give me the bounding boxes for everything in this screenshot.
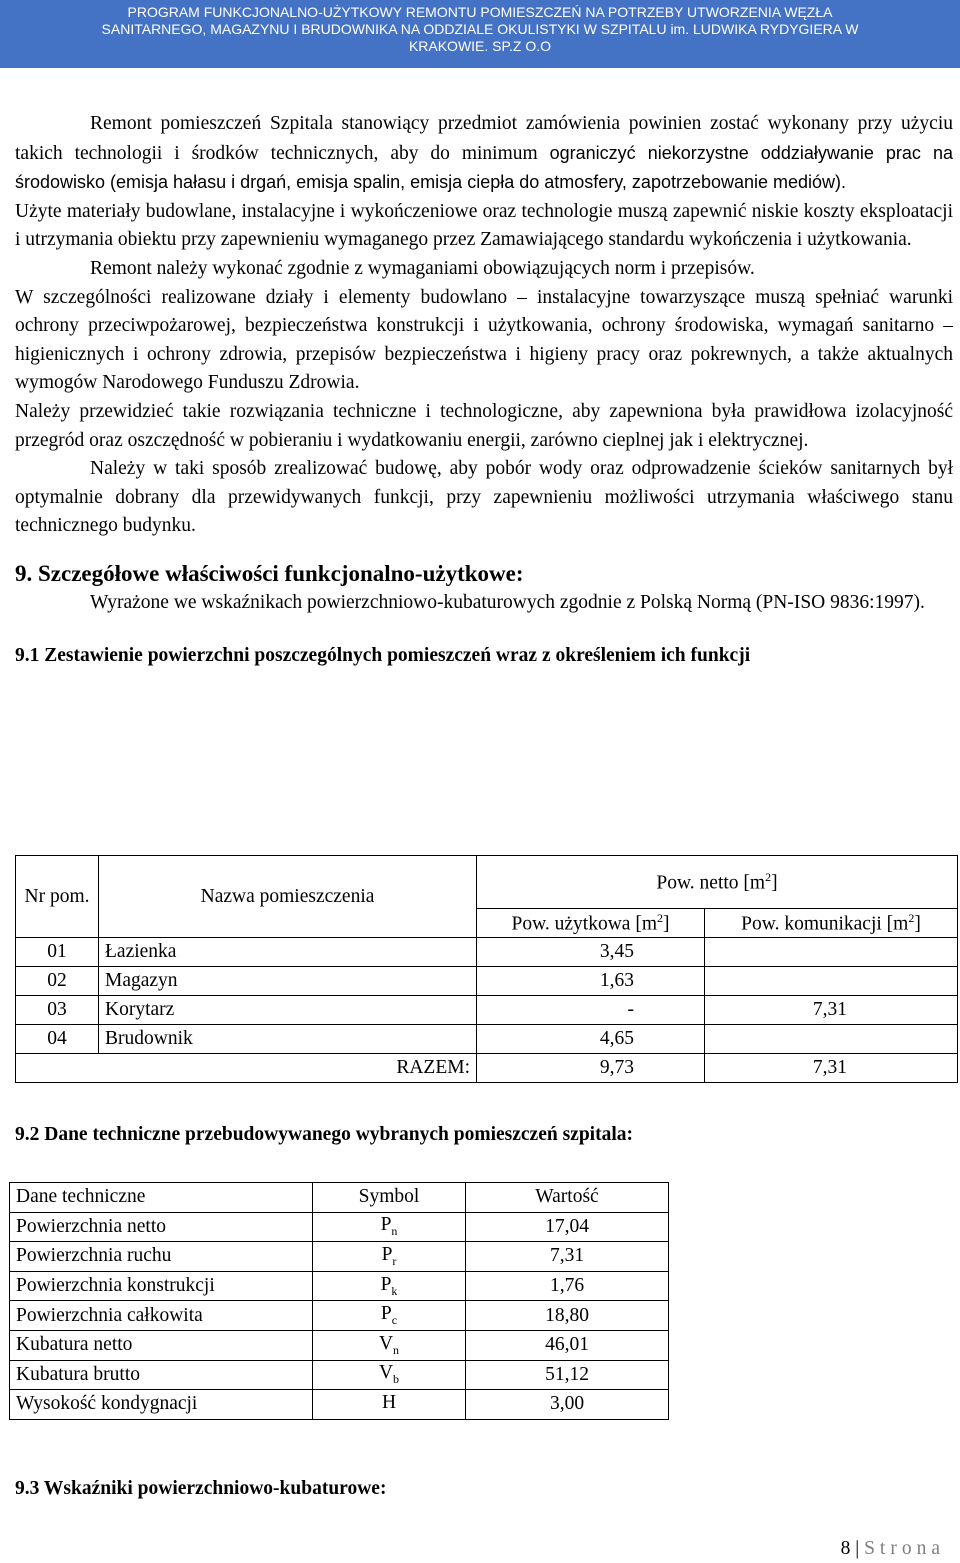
paragraph-6: Należy w taki sposób zrealizować budowę, aby pobór wody oraz odprowadzenie ścieków sanitarnych był optymalnie dobrany dla przewidywanych funkcji, przy zapewnieniu możliwości utrzymania właściwego stanu technicznego budynku. <box>15 458 953 537</box>
paragraph-1 <box>15 110 953 198</box>
page-header <box>0 0 960 68</box>
header-netto: Pow. netto $[m^2]$ <box>477 856 958 909</box>
technical-data-table <box>9 1182 669 1420</box>
room-area-table <box>15 855 958 1083</box>
table-row: 03 Korytarz - 7,31 <box>16 996 958 1025</box>
footer-separator: | <box>850 1538 865 1559</box>
section-9-title: 9. Szczegółowe właściwości funkcjonalno-użytkowe: <box>15 560 524 586</box>
paragraph-1-sans: ograniczyć niekorzystne oddziaływanie prac na środowisko (emisja hałasu i drgań, emisja spalin, emisja ciepła do atmosfery, zapotrzebowanie mediów). <box>15 142 954 193</box>
header-symbol: Symbol <box>313 1183 466 1213</box>
section-9-intro: Wyrażone we wskaźnikach powierzchniowo-kubaturowych zgodnie z Polską Normą (PN-ISO 9836:1997). <box>90 591 925 613</box>
paragraph-4: W szczególności realizowane działy i elementy budowlano – instalacyjne towarzyszące muszą spełniać warunki ochrony przeciwpożarowej, bezpieczeństwa konstrukcji i użytkowania, ochrony środowiska, wymagań sanitarno – higienicznych i ochrony zdrowia, przepisów bezpieczeństwa i higieny pracy oraz pokrewnych, a także aktualnych wymogów Narodowego Funduszu Zdrowia. <box>15 286 953 394</box>
section-9-1-title: 9.1 Zestawienie powierzchni poszczególnych pomieszczeń wraz z określeniem ich funkcji <box>15 644 751 666</box>
header-room-name: Nazwa pomieszczenia <box>99 856 477 938</box>
table-row: Kubatura brutto $V_b$ 51,12 <box>10 1360 669 1390</box>
table-row: Powierzchnia konstrukcji $P_k$ 1,76 <box>10 1271 669 1301</box>
paragraph-2: Użyte materiały budowlane, instalacyjne i wykończeniowe oraz technologie muszą zapewnić niskie koszty eksploatacji i utrzymania obiektu przy zapewnieniu wymaganego przez Zamawiającego standardu wykończenia i użytkowania. <box>15 200 953 251</box>
paragraph-1-serif: Remont pomieszczeń Szpitala stanowiący przedmiot zamówienia powinien zostać wykonany przy użyciu takich technologii i środków technicznych, aby do minimum <box>15 113 953 164</box>
footer-label: Strona <box>864 1538 945 1559</box>
section-9-3-title: 9.3 Wskaźniki powierzchniowo-kubaturowe: <box>15 1478 387 1499</box>
document-body <box>15 110 953 670</box>
table-row: 01 Łazienka 3,45 <box>16 938 958 967</box>
header-wartosc: Wartość <box>466 1183 669 1213</box>
table-row: 04 Brudownik 4,65 <box>16 1025 958 1054</box>
header-line-1: PROGRAM FUNKCJONALNO-UŻYTKOWY REMONTU POMIESZCZEŃ NA POTRZEBY UTWORZENIA WĘZŁA <box>127 4 833 20</box>
paragraph-3: Remont należy wykonać zgodnie z wymaganiami obowiązujących norm i przepisów. <box>90 257 755 279</box>
header-line-3: KRAKOWIE. SP.Z O.O <box>408 38 552 54</box>
table-total-row: RAZEM: 9,73 7,31 <box>16 1054 958 1083</box>
table-row: Powierzchnia ruchu $P_r$ 7,31 <box>10 1242 669 1272</box>
table-row: Kubatura netto $V_n$ 46,01 <box>10 1330 669 1360</box>
table-row: Wysokość kondygnacji H 3,00 <box>10 1390 669 1420</box>
page-footer <box>841 1538 945 1560</box>
table-row: 02 Magazyn 1,63 <box>16 967 958 996</box>
section-9-2-title: 9.2 Dane techniczne przebudowywanego wybranych pomieszczeń szpitala: <box>15 1124 633 1145</box>
header-uzytkowa: Pow. użytkowa $[m^2]$ <box>477 909 705 938</box>
header-dane: Dane techniczne <box>10 1183 313 1213</box>
page-number: 8 <box>840 1538 851 1559</box>
header-line-2: SANITARNEGO, MAGAZYNU I BRUDOWNIKA NA ODDZIALE OKULISTYKI W SZPITALU im. LUDWIKA RYDYGIERA W <box>101 21 859 37</box>
paragraph-5: Należy przewidzieć takie rozwiązania techniczne i technologiczne, aby zapewniona była prawidłowa izolacyjność przegród oraz oszczędność w pobieraniu i wydatkowaniu energii, zarówno cieplnej jak i elektrycznej. <box>15 400 953 451</box>
header-nr: Nr pom. <box>16 856 99 938</box>
table-row: Powierzchnia netto $P_n$ 17,04 <box>10 1212 669 1242</box>
table-row: Powierzchnia całkowita $P_c$ 18,80 <box>10 1301 669 1331</box>
header-komunikacji: Pow. komunikacji $[m^2]$ <box>705 909 958 938</box>
